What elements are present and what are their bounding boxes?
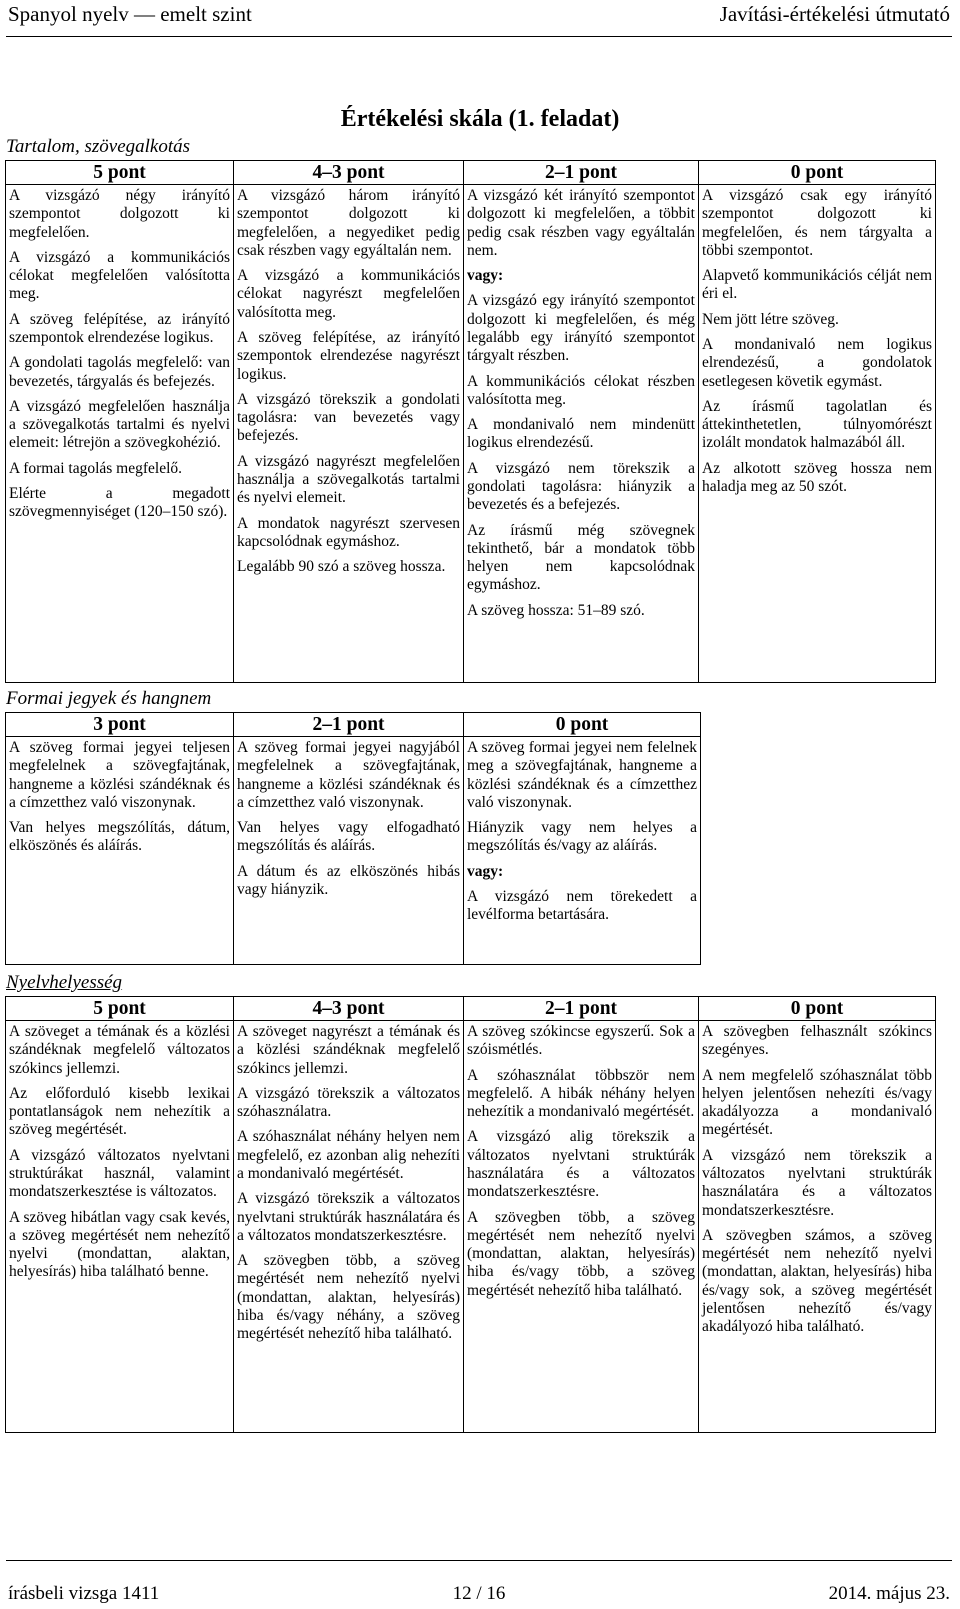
column-header: 0 pont	[699, 997, 936, 1021]
criterion: Legalább 90 szó a szöveg hossza.	[237, 558, 446, 576]
criterion: A vizsgázó a kommunikációs célokat megfelelően valósította meg.	[9, 248, 230, 303]
header-right: Javítási-értékelési útmutató	[719, 2, 950, 26]
form-criteria-row	[6, 737, 701, 965]
page-header	[6, 0, 952, 37]
criterion: Nem jött létre szöveg.	[702, 310, 839, 328]
form-header-row	[6, 713, 701, 737]
criterion: Elérte a megadott szövegmennyiséget (120–150 szó).	[9, 484, 230, 521]
column-header: 4–3 pont	[234, 161, 464, 185]
criteria-cell	[699, 185, 936, 683]
criterion: A vizsgázó nagyrészt megfelelően használja a szövegalkotás tartalmi és nyelvi elemeit.	[237, 452, 460, 507]
criterion: A szöveg felépítése, az irányító szempontok elrendezése logikus.	[9, 310, 230, 346]
criterion: A szöveget nagyrészt a témának és a közlési szándéknak megfelelő szókincs jellemzi.	[237, 1023, 460, 1077]
language-criteria-row	[6, 1021, 936, 1433]
language-heading: Nyelvhelyesség	[6, 972, 123, 993]
criterion: A szövegben több, a szöveg megértését nem nehezítő nyelvi (mondattan, alaktan, helyesírás) hiba és/vagy több, a szöveg megértését nehezítő hiba található.	[467, 1208, 695, 1299]
criterion: A szöveget a témának és a közlési szándéknak megfelelő változatos szókincs jellemzi.	[9, 1023, 230, 1077]
criterion: Alapvető kommunikációs célját nem éri el.	[702, 267, 932, 303]
criterion: Az előforduló kisebb lexikai pontatlanságok nem nehezítik a szöveg megértését.	[9, 1084, 230, 1139]
criterion: Az írásmű még szövegnek tekinthető, bár a mondatok több helyen nem kapcsolódnak egymáshoz.	[467, 521, 695, 594]
criterion: A gondolati tagolás megfelelő: van bevezetés, tárgyalás és befejezés.	[9, 354, 230, 390]
criteria-cell	[699, 1021, 936, 1433]
criterion: A vizsgázó nem törekszik a változatos nyelvtani struktúrák használatára és a változatos mondatszerkesztésre.	[702, 1146, 932, 1219]
criterion: A szöveg formai jegyei teljesen megfelelnek a szövegfajtának, hangneme a közlési szándéknak és a címzetthez való viszonynak.	[9, 739, 230, 811]
criteria-cell	[234, 1021, 464, 1433]
footer-exam-id: írásbeli vizsga 1411	[8, 1583, 160, 1604]
column-header: 0 pont	[699, 161, 936, 185]
criterion: A szöveg hibátlan vagy csak kevés, a szöveg megértését nem nehezítő nyelvi (mondattan, alaktan, helyesírás) hiba található benne.	[9, 1208, 230, 1281]
criterion: A vizsgázó törekszik a változatos szóhasználatra.	[237, 1084, 460, 1121]
criteria-cell	[464, 185, 699, 683]
content-heading: Tartalom, szövegalkotás	[6, 136, 191, 157]
criterion: A vizsgázó nem törekszik a gondolati tagolásra: hiányzik a bevezetés és a befejezés.	[467, 459, 695, 514]
column-header: 5 pont	[6, 997, 234, 1021]
criterion: Van helyes vagy elfogadható megszólítás és aláírás.	[237, 819, 460, 855]
criterion: A dátum és az elköszönés hibás vagy hiányzik.	[237, 862, 460, 898]
form-heading: Formai jegyek és hangnem	[6, 688, 212, 709]
criteria-cell	[464, 737, 701, 965]
criterion: A vizsgázó egy irányító szempontot dolgozott ki megfelelően, és még legalább egy irányító szempontot tárgyalt részben.	[467, 292, 695, 365]
criteria-cell	[6, 1021, 234, 1433]
criterion: A vizsgázó a kommunikációs célokat nagyrészt megfelelően valósította meg.	[237, 267, 460, 321]
criterion: A szóhasználat többször nem megfelelő. A hibák néhány helyen nehezítik a mondanivaló megértését.	[467, 1066, 695, 1121]
form-table	[5, 712, 701, 965]
criterion: A szövegben több, a szöveg megértését nem nehezítő nyelvi (mondattan, alaktan, helyesírás) hiba és/vagy néhány, a szöveg megértését nehezítő hiba található.	[237, 1252, 460, 1343]
column-header: 2–1 pont	[464, 161, 699, 185]
criteria-cell	[464, 1021, 699, 1433]
criterion: Az alkotott szöveg hossza nem haladja meg az 50 szót.	[702, 459, 932, 495]
column-header: 0 pont	[464, 713, 701, 737]
footer-date: 2014. május 23.	[828, 1583, 950, 1604]
criterion: A szöveg formai jegyei nagyjából megfelelnek a szövegfajtának, hangneme a közlési szándéknak és a címzetthez való viszonynak.	[237, 739, 460, 811]
page-title: Értékelési skála (1. feladat)	[340, 106, 620, 132]
criterion: A vizsgázó négy irányító szempontot dolgozott ki megfelelően.	[9, 187, 230, 241]
criterion: A vizsgázó három irányító szempontot dolgozott ki megfelelően, a negyediket pedig csak részben vagy egyáltalán nem.	[237, 187, 460, 259]
column-header: 4–3 pont	[234, 997, 464, 1021]
or-separator: vagy:	[467, 267, 504, 285]
criterion: A vizsgázó törekszik a változatos nyelvtani struktúrák használatára és a változatos mondatszerkesztésre.	[237, 1190, 460, 1244]
criterion: A vizsgázó csak egy irányító szempontot dolgozott ki megfelelően, és nem tárgyalta a többi szempontot.	[702, 187, 932, 259]
criterion: Van helyes megszólítás, dátum, elköszönés és aláírás.	[9, 819, 230, 855]
criteria-cell	[234, 737, 464, 965]
page-footer	[6, 1560, 952, 1604]
column-header: 3 pont	[6, 713, 234, 737]
criterion: A vizsgázó alig törekszik a változatos nyelvtani struktúrák használatára és a változatos mondatszerkesztésre.	[467, 1128, 695, 1201]
header-left: Spanyol nyelv — emelt szint	[8, 2, 252, 26]
criterion: A mondanivaló nem mindenütt logikus elrendezésű.	[467, 416, 695, 452]
content-header-row	[6, 161, 936, 185]
footer-page-number: 12 / 16	[452, 1583, 506, 1604]
criterion: A szóhasználat néhány helyen nem megfelelő, ez azonban alig nehezíti a mondanivaló megértését.	[237, 1128, 460, 1182]
criterion: A kommunikációs célokat részben valósította meg.	[467, 372, 695, 408]
criterion: A nem megfelelő szóhasználat több helyen jelentősen nehezíti és/vagy akadályozza a mondanivaló megértését.	[702, 1066, 932, 1139]
column-header: 2–1 pont	[464, 997, 699, 1021]
criterion: Az írásmű tagolatlan és áttekinthetetlen, túlnyomórészt izolált mondatok halmazából áll.	[702, 397, 932, 452]
criterion: A vizsgázó változatos nyelvtani struktúrákat használ, valamint mondatszerkesztése is változatos.	[9, 1146, 230, 1201]
criteria-cell	[6, 737, 234, 965]
criteria-cell	[6, 185, 234, 683]
criterion: A mondanivaló nem logikus elrendezésű, a gondolatok esetlegesen követik egymást.	[702, 335, 932, 390]
or-separator: vagy:	[467, 862, 504, 880]
language-table	[5, 996, 936, 1433]
criterion: A szövegben felhasznált szókincs szegényes.	[702, 1023, 932, 1059]
criterion: A szövegben számos, a szöveg megértését nem nehezítő nyelvi (mondattan, alaktan, helyesírás) hiba és/vagy sok, a szöveg megértését jelentősen nehezítő és/vagy akadályozó hiba található.	[702, 1226, 932, 1336]
criterion: A szöveg szókincse egyszerű. Sok a szóismétlés.	[467, 1023, 695, 1059]
criterion: A vizsgázó két irányító szempontot dolgozott ki megfelelően, a többit pedig csak részben vagy egyáltalán nem.	[467, 187, 695, 259]
criterion: A vizsgázó nem törekedett a levélforma betartására.	[467, 887, 697, 924]
criterion: A szöveg felépítése, az irányító szempontok elrendezése nagyrészt logikus.	[237, 328, 460, 383]
criterion: A vizsgázó megfelelően használja a szövegalkotás tartalmi és nyelvi elemeit: létrejön a szövegkohézió.	[9, 397, 230, 452]
criterion: A vizsgázó törekszik a gondolati tagolásra: van bevezetés vagy befejezés.	[237, 390, 460, 445]
column-header: 2–1 pont	[234, 713, 464, 737]
criterion: A szöveg hossza: 51–89 szó.	[467, 601, 645, 619]
criteria-cell	[234, 185, 464, 683]
content-criteria-row	[6, 185, 936, 683]
column-header: 5 pont	[6, 161, 234, 185]
criterion: A szöveg formai jegyei nem felelnek meg a szövegfajtának, hangneme a közlési szándéknak és a címzetthez való viszonynak.	[467, 739, 697, 811]
criterion: A formai tagolás megfelelő.	[9, 459, 183, 477]
criterion: Hiányzik vagy nem helyes a megszólítás és/vagy az aláírás.	[467, 819, 697, 855]
criterion: A mondatok nagyrészt szervesen kapcsolódnak egymáshoz.	[237, 514, 460, 550]
content-table	[5, 160, 936, 683]
language-header-row	[6, 997, 936, 1021]
